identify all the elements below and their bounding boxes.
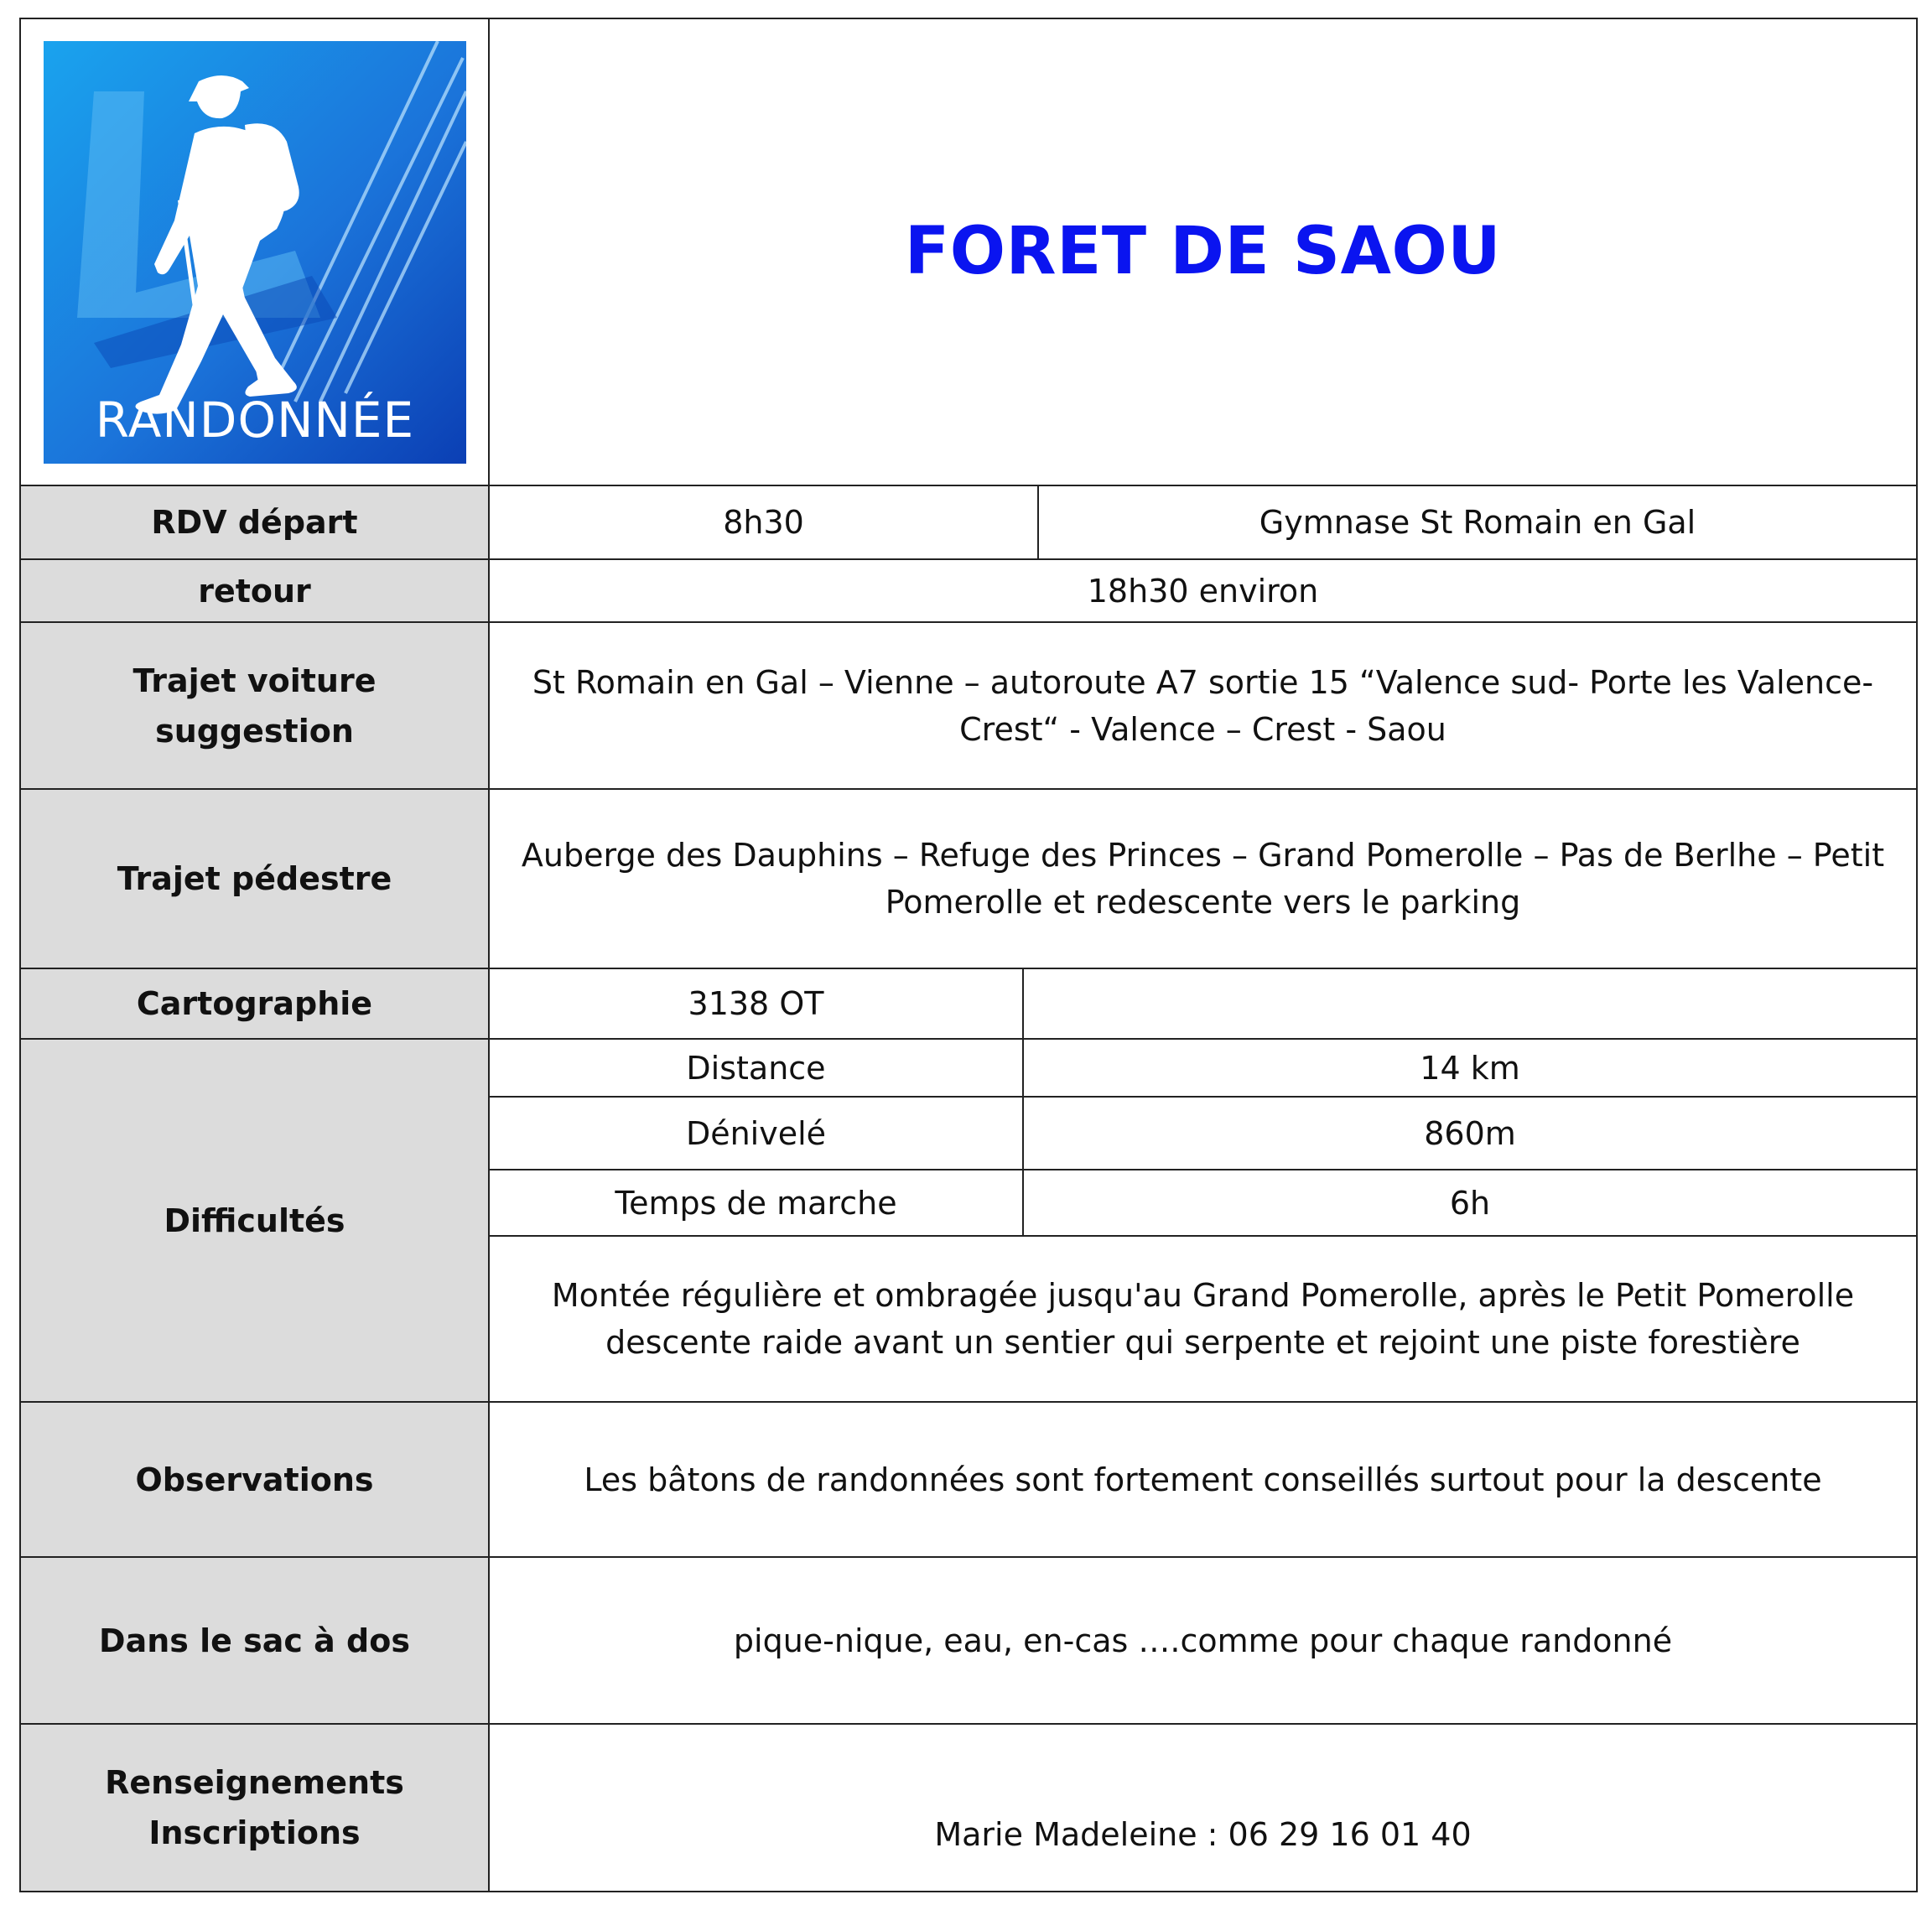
sac-label: Dans le sac à dos xyxy=(20,1557,489,1724)
carto-label: Cartographie xyxy=(20,968,489,1039)
pedestre-label: Trajet pédestre xyxy=(20,789,489,968)
title-cell xyxy=(489,18,1917,485)
pedestre-value xyxy=(489,789,1917,968)
rdv-label: RDV départ xyxy=(20,485,489,559)
voiture-line1: St Romain en Gal – Vienne – autoroute A7 sortie 15 “Valence sud- Porte les Valence- xyxy=(532,663,1874,701)
difficultes-label: Difficultés xyxy=(20,1039,489,1402)
voiture-value xyxy=(489,622,1917,789)
renseignements-label xyxy=(20,1724,489,1892)
difficultes-desc-line2: descente raide avant un sentier qui serpente et rejoint une piste forestière xyxy=(605,1324,1800,1361)
retour-label: retour xyxy=(20,559,489,622)
observations-label: Observations xyxy=(20,1402,489,1557)
difficultes-desc-line1: Montée régulière et ombragée jusqu'au Grand Pomerolle, après le Petit Pomerolle xyxy=(551,1277,1855,1314)
pedestre-line1: Auberge des Dauphins – Refuge des Princes – Grand Pomerolle – Pas de Berlhe – Petit xyxy=(521,837,1885,874)
carto-row xyxy=(20,968,1917,1039)
retour-value: 18h30 environ xyxy=(489,559,1917,622)
logo-cell xyxy=(20,18,489,485)
distance-label: Distance xyxy=(489,1039,1023,1097)
pedestre-line2: Pomerolle et redescente vers le parking xyxy=(885,884,1521,921)
voiture-line2: Crest“ - Valence – Crest - Saou xyxy=(959,710,1446,748)
observations-row xyxy=(20,1402,1917,1557)
renseignements-label-line2: Inscriptions xyxy=(148,1814,361,1851)
temps-value: 6h xyxy=(1023,1170,1917,1236)
sac-row xyxy=(20,1557,1917,1724)
denivele-label: Dénivelé xyxy=(489,1097,1023,1170)
carto-empty xyxy=(1023,968,1917,1039)
voiture-label-line1: Trajet voiture xyxy=(132,662,377,699)
distance-value: 14 km xyxy=(1023,1039,1917,1097)
carto-value: 3138 OT xyxy=(489,968,1023,1039)
observations-value: Les bâtons de randonnées sont fortement conseillés surtout pour la descente xyxy=(489,1402,1917,1557)
hike-info-sheet xyxy=(19,18,1916,1893)
randonnee-logo xyxy=(44,41,466,464)
renseignements-contact: Marie Madeleine : 06 29 16 01 40 xyxy=(934,1816,1472,1853)
pedestre-row xyxy=(20,789,1917,968)
difficultes-desc xyxy=(489,1236,1917,1402)
voiture-row xyxy=(20,622,1917,789)
renseignements-cell xyxy=(489,1724,1917,1892)
retour-row xyxy=(20,559,1917,622)
voiture-label-line2: suggestion xyxy=(155,712,354,750)
renseignements-row xyxy=(20,1724,1917,1892)
logo-text: RANDONNÉE xyxy=(95,392,415,449)
voiture-label xyxy=(20,622,489,789)
hike-table xyxy=(19,18,1918,1892)
denivele-value: 860m xyxy=(1023,1097,1917,1170)
header-row xyxy=(20,18,1917,485)
sac-value: pique-nique, eau, en-cas ….comme pour chaque randonné xyxy=(489,1557,1917,1724)
rdv-time: 8h30 xyxy=(489,485,1038,559)
page-title: FORET DE SAOU xyxy=(904,214,1502,289)
rdv-row xyxy=(20,485,1917,559)
renseignements-label-line1: Renseignements xyxy=(105,1764,404,1801)
rdv-place: Gymnase St Romain en Gal xyxy=(1038,485,1917,559)
distance-row xyxy=(20,1039,1917,1097)
temps-label: Temps de marche xyxy=(489,1170,1023,1236)
